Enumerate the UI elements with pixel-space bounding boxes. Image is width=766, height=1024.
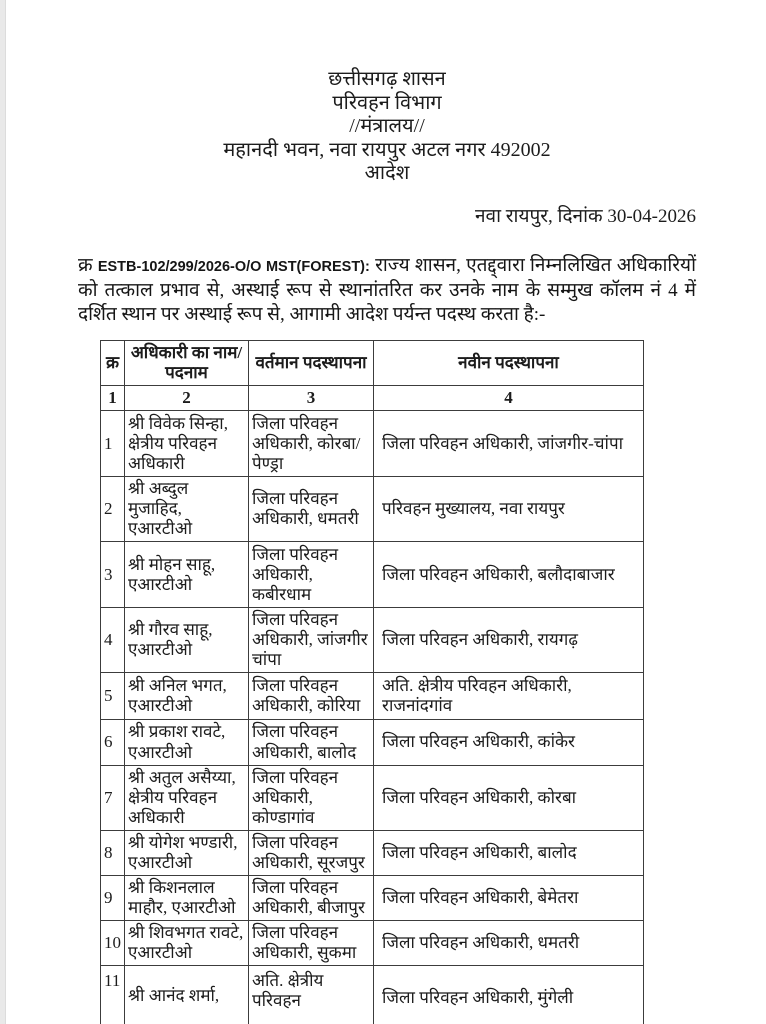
table-row: [101, 830, 644, 875]
current-posting-cell: जिला परिवहन अधिकारी, बीजापुर: [249, 875, 374, 920]
row-serial-number: 2: [101, 477, 125, 542]
table-row: [101, 411, 644, 477]
current-posting-cell: अति. क्षेत्रीय परिवहन: [249, 965, 374, 1024]
table-row: [101, 477, 644, 542]
table-row: [101, 673, 644, 720]
header-dept-line: परिवहन विभाग: [332, 91, 442, 114]
officer-name-cell: श्री विवेक सिन्हा, क्षेत्रीय परिवहन अधिकारी: [125, 411, 249, 477]
current-posting-cell: जिला परिवहन अधिकारी, कोरबा/पेण्ड्रा: [249, 411, 374, 477]
new-posting-cell: जिला परिवहन अधिकारी, जांजगीर-चांपा: [374, 411, 644, 477]
row-serial-number: 1: [101, 411, 125, 477]
col-number-2: 2: [125, 386, 249, 411]
date-line: नवा रायपुर, दिनांक 30-04-2026: [474, 205, 696, 227]
new-posting-cell: जिला परिवहन अधिकारी, बालोद: [374, 830, 644, 875]
col-header-new: नवीन पदस्थापना: [374, 341, 644, 386]
current-posting-cell: जिला परिवहन अधिकारी, धमतरी: [249, 477, 374, 542]
officer-name-cell: श्री शिवभगत रावटे, एआरटीओ: [125, 920, 249, 965]
table-header-row: [101, 341, 644, 386]
current-posting-cell: जिला परिवहन अधिकारी, जांजगीर चांपा: [249, 608, 374, 673]
col-number-4: 4: [374, 386, 644, 411]
row-serial-number: 4: [101, 608, 125, 673]
column-number-row: [101, 386, 644, 411]
new-posting-cell: जिला परिवहन अधिकारी, मुंगेली: [374, 965, 644, 1024]
new-posting-cell: जिला परिवहन अधिकारी, बेमेतरा: [374, 875, 644, 920]
table-row: [101, 542, 644, 608]
order-body-text: राज्य शासन, एतद्द्वारा निम्नलिखित अधिकारियों को तत्काल प्रभाव से, अस्थाई रूप से स्थानांतरित कर उनके नाम के सम्मुख कॉलम नं 4 में दर्शित स्थान पर अस्थाई रूप से, आगामी आदेश पर्यन्त पदस्थ करता है:-: [78, 254, 696, 326]
officer-name-cell: श्री गौरव साहू, एआरटीओ: [125, 608, 249, 673]
current-posting-cell: जिला परिवहन अधिकारी, कोण्डागांव: [249, 765, 374, 830]
current-posting-cell: जिला परिवहन अधिकारी, कबीरधाम: [249, 542, 374, 608]
officer-name-cell: श्री योगेश भण्डारी, एआरटीओ: [125, 830, 249, 875]
officer-name-cell: श्री आनंद शर्मा,: [125, 965, 249, 1024]
col-header-current: वर्तमान पदस्थापना: [249, 341, 374, 386]
officer-name-cell: श्री अतुल असैय्या, क्षेत्रीय परिवहन अधिकारी: [125, 765, 249, 830]
col-number-1: 1: [101, 386, 125, 411]
table-row: [101, 875, 644, 920]
document-header: [78, 68, 696, 186]
row-serial-number: 7: [101, 765, 125, 830]
header-order-title: आदेश: [364, 162, 410, 185]
new-posting-cell: जिला परिवहन अधिकारी, कोरबा: [374, 765, 644, 830]
current-posting-cell: जिला परिवहन अधिकारी, सूरजपुर: [249, 830, 374, 875]
new-posting-cell: अति. क्षेत्रीय परिवहन अधिकारी, राजनांदगांव: [374, 673, 644, 720]
table-row: [101, 965, 644, 1024]
col-header-sno: क्र: [101, 341, 125, 386]
col-number-3: 3: [249, 386, 374, 411]
row-serial-number: 3: [101, 542, 125, 608]
current-posting-cell: जिला परिवहन अधिकारी, बालोद: [249, 720, 374, 765]
document-page: [6, 0, 766, 1024]
current-posting-cell: जिला परिवहन अधिकारी, कोरिया: [249, 673, 374, 720]
table-row: [101, 765, 644, 830]
new-posting-cell: जिला परिवहन अधिकारी, धमतरी: [374, 920, 644, 965]
order-ref-prefix: क्र: [78, 254, 98, 276]
table-row: [101, 608, 644, 673]
new-posting-cell: जिला परिवहन अधिकारी, बलौदाबाजार: [374, 542, 644, 608]
table-row: [101, 720, 644, 765]
officer-name-cell: श्री अब्दुल मुजाहिद, एआरटीओ: [125, 477, 249, 542]
order-paragraph: [78, 254, 696, 328]
row-serial-number: 10: [101, 920, 125, 965]
row-serial-number: 8: [101, 830, 125, 875]
transfer-table-body: [101, 411, 644, 1024]
transfer-table-wrap: [100, 340, 696, 1024]
row-serial-number: 9: [101, 875, 125, 920]
order-ref-code: ESTB-102/299/2026-O/O MST(FOREST):: [97, 258, 370, 275]
header-address-line: महानदी भवन, नवा रायपुर अटल नगर 492002: [223, 138, 551, 161]
row-serial-number: 11: [101, 965, 125, 1024]
col-header-name: अधिकारी का नाम/पदनाम: [125, 341, 249, 386]
transfer-table: [100, 340, 644, 1024]
header-ministry-line: //मंत्रालय//: [349, 115, 425, 138]
new-posting-cell: परिवहन मुख्यालय, नवा रायपुर: [374, 477, 644, 542]
new-posting-cell: जिला परिवहन अधिकारी, कांकेर: [374, 720, 644, 765]
table-row: [101, 920, 644, 965]
row-serial-number: 5: [101, 673, 125, 720]
row-serial-number: 6: [101, 720, 125, 765]
officer-name-cell: श्री मोहन साहू, एआरटीओ: [125, 542, 249, 608]
officer-name-cell: श्री प्रकाश रावटे, एआरटीओ: [125, 720, 249, 765]
current-posting-cell: जिला परिवहन अधिकारी, सुकमा: [249, 920, 374, 965]
officer-name-cell: श्री किशनलाल माहौर, एआरटीओ: [125, 875, 249, 920]
new-posting-cell: जिला परिवहन अधिकारी, रायगढ़: [374, 608, 644, 673]
officer-name-cell: श्री अनिल भगत, एआरटीओ: [125, 673, 249, 720]
header-govt-line: छत्तीसगढ़ शासन: [328, 68, 446, 90]
